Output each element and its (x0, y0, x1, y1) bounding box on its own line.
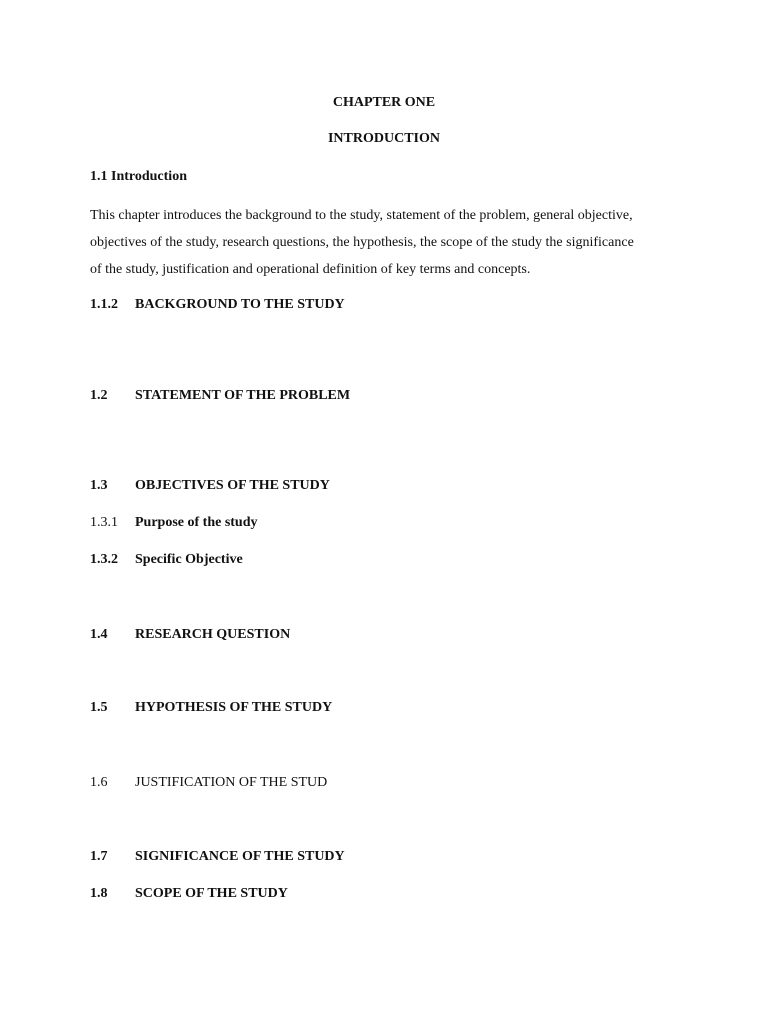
section-heading-hypothesis (90, 699, 332, 717)
section-heading-significance (90, 848, 345, 866)
section-title: Purpose of the study (135, 515, 258, 530)
section-title: SIGNIFICANCE OF THE STUDY (135, 849, 345, 864)
section-number: 1.3.1 (90, 515, 118, 530)
intro-paragraph-line: This chapter introduces the background to the study, statement of the problem, general objective, (90, 208, 633, 223)
section-number: 1.8 (90, 886, 108, 901)
section-number: 1.1.2 (90, 297, 118, 312)
intro-paragraph (90, 202, 680, 283)
chapter-title: CHAPTER ONE (332, 95, 436, 110)
subsection-heading-specific-objective (90, 551, 243, 569)
section-title: SCOPE OF THE STUDY (135, 886, 288, 901)
section-title: RESEARCH QUESTION (135, 627, 291, 642)
intro-paragraph-line: objectives of the study, research questions, the hypothesis, the scope of the study the significance (90, 235, 634, 250)
section-number: 1.3.2 (90, 552, 118, 567)
section-heading-objectives (90, 477, 330, 495)
section-title: OBJECTIVES OF THE STUDY (135, 478, 330, 493)
subsection-heading-purpose (90, 514, 258, 532)
section-heading-scope (90, 885, 288, 903)
section-title: HYPOTHESIS OF THE STUDY (135, 700, 333, 715)
section-number: 1.5 (90, 700, 108, 715)
section-number: 1.2 (90, 388, 108, 403)
section-number: 1.3 (90, 478, 108, 493)
section-title: BACKGROUND TO THE STUDY (135, 297, 345, 312)
intro-paragraph-line: of the study, justification and operational definition of key terms and concepts. (90, 262, 531, 277)
section-number: 1.4 (90, 627, 108, 642)
intro-heading: 1.1 Introduction (90, 169, 187, 184)
section-heading-background (90, 296, 345, 314)
section-heading-research-question (90, 626, 290, 644)
section-heading-problem (90, 387, 350, 405)
section-number: 1.6 (90, 775, 108, 790)
section-title: JUSTIFICATION OF THE STUD (135, 775, 328, 790)
section-title: STATEMENT OF THE PROBLEM (135, 388, 351, 403)
section-title: Specific Objective (135, 552, 243, 567)
section-number: 1.7 (90, 849, 108, 864)
section-heading-justification (90, 774, 327, 792)
chapter-subtitle: INTRODUCTION (327, 131, 440, 146)
